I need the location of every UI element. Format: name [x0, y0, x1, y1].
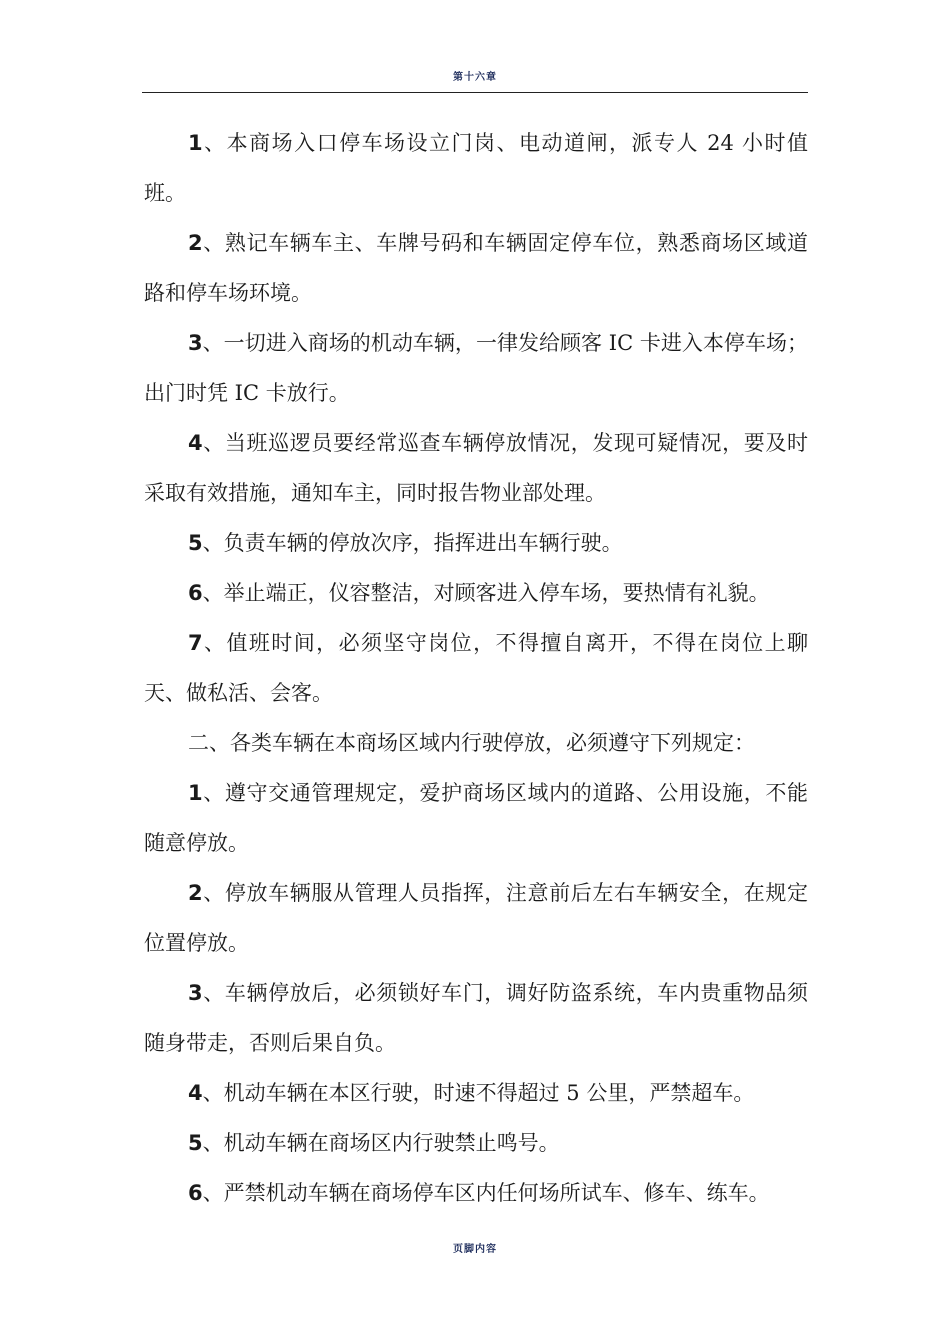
header-divider	[142, 92, 808, 93]
paragraph-text: 、机动车辆在商场区内行驶禁止鸣号。	[202, 1131, 560, 1155]
paragraph-text: 、遵守交通管理规定，爱护商场区域内的道路、公用设施，不能随意停放。	[144, 781, 808, 855]
document-body	[144, 118, 808, 1218]
page-header: 第十六章	[453, 72, 497, 83]
paragraph-text: 、车辆停放后，必须锁好车门，调好防盗系统，车内贵重物品须随身带走，否则后果自负。	[144, 981, 808, 1055]
paragraph-number: 6	[188, 581, 203, 605]
page-footer: 页脚内容	[453, 1244, 497, 1255]
paragraph	[144, 1068, 808, 1118]
paragraph	[144, 118, 808, 218]
paragraph-text: 、值班时间，必须坚守岗位，不得擅自离开，不得在岗位上聊天、做私活、会客。	[144, 631, 808, 705]
paragraph-number: 1	[188, 131, 203, 155]
paragraph	[144, 318, 808, 418]
paragraph-number: 3	[188, 981, 203, 1005]
paragraph-number: 1	[188, 781, 203, 805]
paragraph-text: 、举止端正，仪容整洁，对顾客进入停车场，要热情有礼貌。	[202, 581, 770, 605]
paragraph-text: 、机动车辆在本区行驶，时速不得超过 5 公里，严禁超车。	[202, 1081, 755, 1105]
paragraph-text: 、严禁机动车辆在商场停车区内任何场所试车、修车、练车。	[202, 1181, 770, 1205]
paragraph	[144, 218, 808, 318]
paragraph-number: 7	[188, 631, 203, 655]
paragraph-number: 3	[188, 331, 203, 355]
paragraph	[144, 1118, 808, 1168]
paragraph-number: 6	[188, 1181, 203, 1205]
paragraph-text: 、本商场入口停车场设立门岗、电动道闸，派专人 24 小时值班。	[144, 131, 808, 205]
paragraph	[144, 768, 808, 868]
paragraph-text: 、负责车辆的停放次序，指挥进出车辆行驶。	[202, 531, 623, 555]
paragraph-number: 4	[188, 431, 203, 455]
paragraph	[144, 418, 808, 518]
paragraph	[144, 618, 808, 718]
paragraph	[144, 518, 808, 568]
paragraph-text: 、停放车辆服从管理人员指挥，注意前后左右车辆安全，在规定位置停放。	[144, 881, 808, 955]
paragraph-number: 2	[188, 231, 203, 255]
paragraph-text: 、一切进入商场的机动车辆，一律发给顾客 IC 卡进入本停车场；出门时凭 IC 卡放行。	[144, 331, 808, 405]
section-heading	[144, 718, 808, 768]
paragraph	[144, 968, 808, 1068]
paragraph-number: 2	[188, 881, 203, 905]
paragraph-number: 5	[188, 1131, 203, 1155]
paragraph	[144, 1168, 808, 1218]
paragraph	[144, 568, 808, 618]
paragraph-text: 、熟记车辆车主、车牌号码和车辆固定停车位，熟悉商场区域道路和停车场环境。	[144, 231, 808, 305]
paragraph-number: 5	[188, 531, 203, 555]
paragraph-text: 、当班巡逻员要经常巡查车辆停放情况，发现可疑情况，要及时采取有效措施，通知车主，同时报告物业部处理。	[144, 431, 808, 505]
paragraph	[144, 868, 808, 968]
paragraph-text: 二、各类车辆在本商场区域内行驶停放，必须遵守下列规定：	[188, 731, 755, 755]
paragraph-number: 4	[188, 1081, 203, 1105]
